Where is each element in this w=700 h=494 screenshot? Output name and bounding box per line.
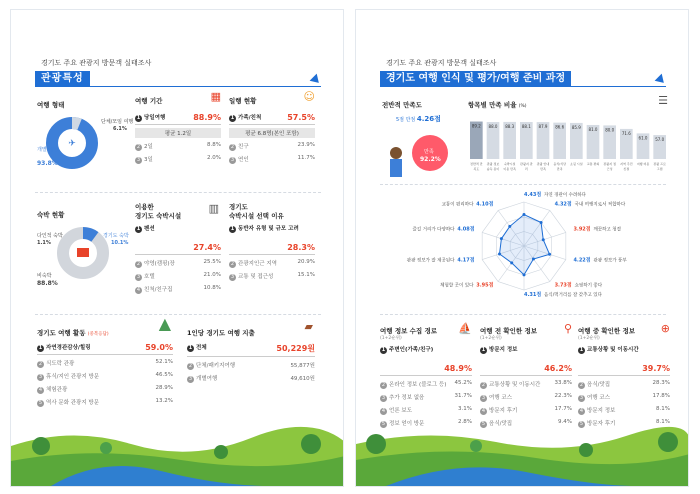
radar-axis-label: 체험할 곳이 있다 [440,283,474,289]
location-pin-icon: ⚲ [563,322,572,335]
lodging-reason-section: 경기도 숙박시설 선택 이유 1 동반자 유형 및 규모 고려 28.3% 2 관광지인근 지역 20.9% 3 교통 및 접근성 15.1% [229,203,315,280]
indiv-pct: 93.8% [37,160,58,167]
list-item: 2 단체/패키지여행 55,877원 [188,363,315,369]
divider [380,314,666,315]
radar-value-label: 4.10점 [476,201,494,208]
header-line [380,86,666,87]
page-title: 관광특성 [35,71,90,86]
list-item: 5 방문자 후기 8.1% [579,419,670,427]
bar-value-label: 88.1 [521,123,531,129]
list-item: 2 관광지인근 지역 20.9% [230,259,315,267]
section-title: 경기도 여행 활동 [37,329,86,337]
bar-category-label: 이용 만족 [503,167,516,171]
section-title: 여행 기간 [135,97,163,105]
checklist-icon: ☰ [658,94,668,107]
spending-section: 1인당 경기도 여행 지출 ▰ 1 전체 50,229원 2 단체/패키지여행 55,877원 3 개별여행 49,610원 [187,320,315,382]
group-label: 단체/모임 여행 [101,119,134,125]
bar-category-label: 만족 [556,167,563,171]
radar-point [510,261,513,264]
bar-value-label: 71.6 [621,130,631,136]
section-title-2: 경기도 숙박시설 [135,212,182,220]
house-icon [77,248,89,257]
list-item: 2 음식/맛집 28.3% [579,380,670,388]
corner-arrow-icon [310,74,323,87]
bar-value-label: 88.0 [488,124,498,130]
page-title: 경기도 여행 인식 및 평가/여행 준비 과정 [380,71,571,86]
radar-axis-label: 자연 경관이 수려하다 [544,193,586,198]
radar-axis-label: 국내 여행지로서 적합하다 [574,202,626,208]
calendar-icon: ▦ [210,90,221,103]
pie-label: 만족 [424,149,434,155]
main-label: 당일여행 [144,115,166,121]
bar-category-label: 관광지 접 [603,162,616,166]
list-item: 3 추가 정보 없음 31.7% [381,393,472,401]
none-label: 비숙박 [37,273,52,279]
section-title: 일행 현황 [229,97,257,105]
list-item: 2 온라인 정보 (블로그 등) 45.2% [381,380,472,388]
wallet-icon: ▰ [304,320,313,333]
section-title: 항목별 만족 비율 [468,101,517,109]
bar-category-label: 습득 용이 [486,167,500,171]
radar-point [523,273,526,276]
bar-value-label: 61.0 [638,135,648,141]
overall-satisfaction-section [382,100,462,187]
gg-label: 경기도 숙박 [103,233,129,239]
radar-axis-label: 관광 정보가 잘 제공된다 [406,258,455,264]
bar-category-label: 전반적 만 [470,162,483,166]
traveler-icon [390,147,402,159]
radar-value-label: 3.92점 [573,226,591,233]
bar-category-label: 숙박시설 [503,162,516,166]
item-satisfaction-section [468,94,668,185]
bar-category-label: 리 [524,167,528,171]
plane-icon: ✈ [68,139,76,149]
bar-category-label: 만족 [540,167,546,171]
bar-value-label: 80.0 [605,127,615,133]
bar-value-label: 87.9 [538,124,548,130]
boat-icon: ⛵ [458,322,472,335]
companion-section: 일행 현황 ☺ 1 가족/친척 57.5% 평균 6.8명(본인 포함) 2 친구 23.9% 3 연인 11.7% [229,90,315,163]
list-item: 3 교통 및 접근성 15.1% [230,272,315,280]
list-item: 4 언론 보도 3.1% [381,406,472,414]
list-item: 3 3일 2.0% [136,155,221,163]
bar-value-label: 89.2 [471,123,481,129]
divider [35,192,321,193]
section-title-2: 숙박시설 선택 이유 [229,212,284,220]
radar-axis-label: 쇼핑하기 좋다 [574,283,603,289]
page-travel-characteristics [10,9,344,487]
list-item: 4 친척/친구집 10.8% [136,285,221,293]
bar-category-label: 관광 안내 [536,162,550,166]
abroad-pct: 1.1% [37,240,51,246]
radar-value-label: 4.31점 [524,292,542,298]
group-pct: 6.1% [113,126,127,132]
list-item: 2 야영(캠핑)장 25.5% [136,259,221,267]
during-travel-info-section: 여행 중 확인한 정보 (1+2순위) ⊕ 1 교통상황 및 이동시간 39.7% 2 음식/맛집 28.3% 3 여행 코스 17.8% 4 방문지 정보 8.1% 5 방문자 후기 8.1% [578,322,670,427]
section-title: 여행 형태 [37,101,65,109]
header-line [35,86,321,87]
indiv-label: 개별 여행 [37,147,58,153]
travel-period-section: 여행 기간 ▦ 1 당일여행 88.9% 평균 1.2일 2 2일 8.8% 3 3일 2.0% [135,90,221,163]
radar-axis-label: 즐길 거리가 다양하다 [412,227,455,233]
section-title: 1인당 경기도 여행 지출 [187,329,255,337]
list-item: 4 방문지 정보 8.1% [579,406,670,414]
section-title-1: 이용한 [135,203,154,211]
bar-category-label: 족도 [473,167,480,171]
compass-icon: ⊕ [660,322,670,335]
radar-point [548,253,551,256]
abroad-label: 다인적 숙박 [37,233,63,239]
divider [35,314,321,315]
lodging-section [37,210,129,287]
list-item: 4 방문지 후기 17.7% [481,406,572,414]
list-item: 3 여행 코스 17.8% [579,393,670,401]
radar-axis-label: 깨끗하고 청결 [593,227,621,233]
average-bar: 평균 1.2일 [135,128,221,138]
travel-form-section [37,100,134,177]
section-title: 여행 중 확인한 정보 [578,327,636,335]
section-note: (1+2순위) [578,336,600,341]
page-perception-evaluation [355,9,689,487]
radar-point [540,221,543,224]
radar-value-label: 4.32점 [554,201,572,208]
radar-value-label: 3.73점 [554,282,572,289]
list-item: 5 역사 문화 관광지 방문 13.2% [38,398,173,406]
list-item: 3 휴식/지인 관광지 방문 46.5% [38,372,173,380]
bar-category-label: 관광 프로 [653,162,666,166]
bar-category-label: 친절 [623,167,630,171]
lodging-type-section: 이용한 경기도 숙박시설 ▥ 1 펜션 27.4% 2 야영(캠핑)장 25.5% 3 호텔 21.0% 4 친척/친구집 10.8% [135,202,221,293]
section-title: 여행 전 확인한 정보 [480,327,538,335]
satisfaction-pie [382,123,462,183]
radar-point [523,213,526,216]
list-item: 3 연인 11.7% [230,155,315,163]
bar-category-label: 관광 정보 [486,162,500,166]
radar-point [500,237,503,240]
bar-category-label: 쇼핑 시설 [570,162,583,166]
landscape-illustration [356,416,689,486]
list-item: 5 정보 얻이 방문 2.8% [381,419,472,427]
radar-point [498,252,501,255]
pre-travel-info-section: 여행 전 확인한 정보 (1+2순위) ⚲ 1 방문지 정보 46.2% 2 교통상황 및 이동시간 33.8% 3 여행 코스 22.3% 4 방문지 후기 17.7% 5 음식/맛집 9.4% [480,322,572,427]
bar-category-label: 근성 [606,167,613,171]
radar-axis-label: 교통이 편리하다 [441,202,474,208]
info-route-section: 여행 정보 수집 경로 (1+2순위) ⛵ 1 주변인(가족/친구) 48.9% 2 온라인 정보 (블로그 등) 45.2% 3 추가 정보 없음 31.7% 4 언론 보도 3.1% 5 정보 얻이 방문 2.8% [380,322,472,427]
list-item: 5 음식/맛집 9.4% [481,419,572,427]
radar-value-label: 3.95점 [476,282,494,289]
mountain-icon: ▲ [158,314,171,333]
list-item: 3 개별여행 49,610원 [188,376,315,382]
people-icon: ☺ [303,90,315,103]
radar-value-label: 4.17점 [457,257,475,264]
page-subtitle: 경기도 주요 관광지 방문객 실태조사 [41,59,152,67]
list-item: 3 여행 코스 22.3% [481,393,572,401]
radar-value-label: 4.43점 [524,192,542,198]
bar-category-label: 여행 비용 [636,162,650,166]
list-item: 2 친구 23.9% [230,142,315,150]
list-item: 2 교통상황 및 이동시간 33.8% [481,380,572,388]
radar-value-label: 4.22점 [573,257,591,264]
scale-label: 5점 만점 [396,117,416,123]
radar-point [508,225,511,228]
page-subtitle: 경기도 주요 관광지 방문객 실태조사 [386,59,497,67]
bar-value-label: 85.9 [571,124,581,130]
radar-axis-label: 음식/먹거리를 잘 갖추고 있다 [544,293,602,298]
section-title: 여행 정보 수집 경로 [380,327,438,335]
score: 4.26점 [416,115,441,123]
bar-category-label: 음식/식당 [553,162,566,166]
list-item: 3 호텔 21.0% [136,272,221,280]
list-item: 4 체험관광 28.9% [38,385,173,393]
corner-arrow-icon [655,74,668,87]
bar-value-label: 81.0 [588,126,598,132]
landscape-illustration [11,416,344,486]
main-pct: 27.4% [193,243,221,252]
radar-axis-label: 관광 정보가 풍부 [593,258,627,264]
radar-point [542,238,545,241]
image-radar-chart [396,188,652,304]
bar-category-label: 관광지 관 [520,162,533,166]
bar-category-label: 지역 주민 [620,162,633,166]
list-item: 2 2일 8.8% [136,142,221,150]
section-title-1: 경기도 [229,203,248,211]
gg-pct: 10.1% [111,240,129,246]
list-item: 2 식도락 관광 52.1% [38,359,173,367]
section-note: (1+2순위) [380,336,402,341]
bar-category-label: 그램 [656,167,663,171]
pie-pct: 92.2% [420,156,441,163]
bar-value-label: 57.0 [655,137,665,143]
section-note: (1+2순위) [480,336,502,341]
divider [380,184,666,185]
bar-value-label: 88.3 [505,123,515,129]
main-pct: 88.9% [193,113,221,122]
radar-value-label: 4.08점 [457,226,475,233]
radar-point [532,257,535,260]
unit-label: (%) [518,104,527,109]
bar-category-label: 교통 편의 [586,162,600,166]
building-icon: ▥ [208,202,219,215]
none-pct: 88.8% [37,280,58,287]
average-bar: 평균 6.8명(본인 포함) [229,128,315,138]
section-note: (중복응답) [87,332,109,337]
item-satisfaction-chart [468,111,668,181]
bar-value-label: 86.6 [555,124,565,130]
section-title: 전반적 만족도 [382,101,422,109]
section-title: 숙박 현황 [37,211,65,219]
activity-section: 경기도 여행 활동 (중복응답) ▲ 1 자연경관감상/힐링 59.0% 2 식도락 관광 52.1% 3 휴식/지인 관광지 방문 46.5% 4 체험관광 28.9% 5 역사 문화 관광지 방문 13.2% [37,314,173,406]
main-pct: 28.3% [287,243,315,252]
